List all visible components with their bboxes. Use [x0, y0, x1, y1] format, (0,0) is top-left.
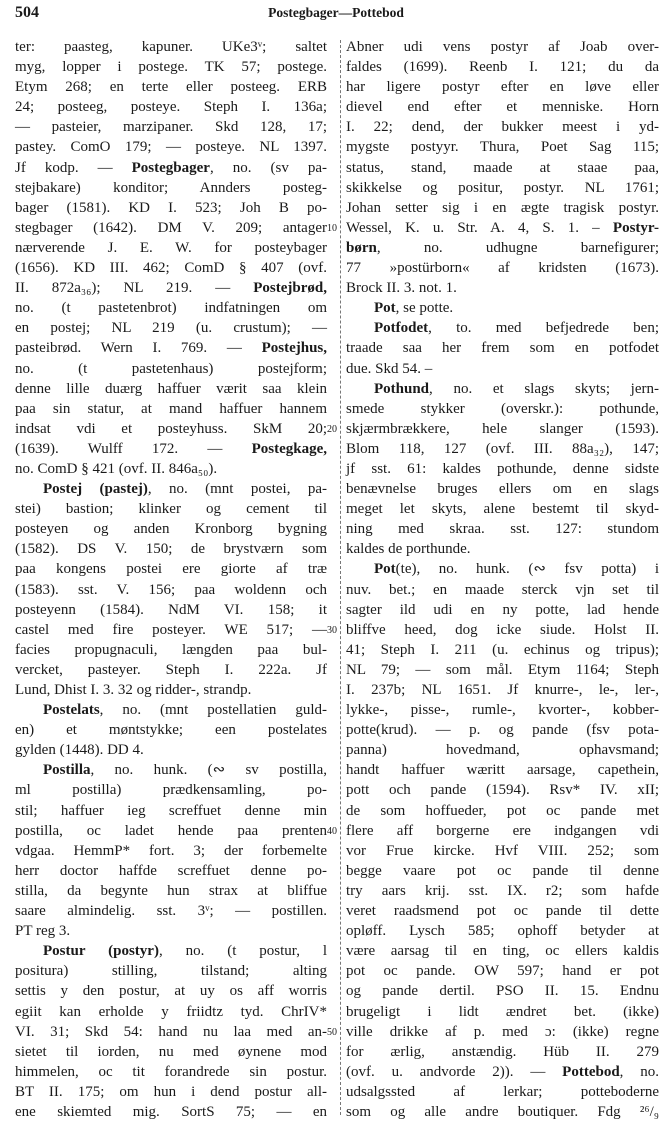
line-text: pasteibrød. Wern I. 769. — [15, 340, 262, 357]
text-line: posteyen og anden Kronborg bygning [15, 521, 327, 538]
text-line [346, 218, 659, 238]
line-text: , no. (sv pa- [209, 159, 327, 176]
line-text: (te), no. hunk. (∾ fsv potta) i [395, 561, 659, 578]
text-line: faldes (1699). Reenb I. 121; du da [346, 59, 659, 76]
headword: Postejhus, [261, 340, 327, 357]
line-number: 30 [327, 624, 337, 636]
line-text: Jf kodp. — [15, 159, 132, 176]
line-text: , to. med befjedrede ben; [428, 320, 659, 337]
line-text: kaldes de porthunde. [346, 541, 471, 558]
text-line: traade saa her frem som en potfodet [346, 340, 659, 357]
text-line: stilla, da begynte hun strax at bliffue [15, 882, 327, 899]
text-line: BT II. 175; om hun i dend postur all- [15, 1083, 327, 1100]
text-line: — pasteier, marzipaner. Skd 128, 17; [15, 119, 327, 136]
text-line: I. 237b; NL 1651. Jf knurre-, le-, ler-, [346, 682, 659, 698]
line-text: Brock II. 3. not. 1. [346, 280, 457, 297]
text-line: stegbager (1642). DM V. 209; antager [15, 219, 327, 236]
text-line: I. 22; dend, der bukker meest i yd- [346, 119, 659, 136]
text-line: Abner udi vens postyr af Joab over- [346, 39, 659, 55]
text-line: VI. 31; Skd 54: hand nu laa med an- [15, 1023, 327, 1040]
line-text: (1639). Wulff 172. — [15, 440, 252, 457]
line-text: , no. udhugne barnefigurer; [376, 239, 659, 256]
headword: Pottebod [562, 1063, 620, 1080]
headword: Pot [374, 561, 396, 578]
text-line: udsalgssted af lerkar; potteboderne [346, 1083, 659, 1100]
text-line: indsat vdi et posteyhuss. SkM 20; [15, 420, 327, 437]
text-line: (1583). sst. V. 156; paa woldenn och [15, 581, 327, 598]
headword: Postegbager [131, 159, 210, 176]
text-line: smede stykker (overskr.): pothunde, [346, 400, 659, 417]
headword: Postegkage, [251, 440, 327, 457]
headword: børn [346, 239, 377, 256]
line-text: , no. et slags skyts; jern- [429, 380, 659, 397]
text-line: no. (t pastetenhaus) postejform; [15, 360, 327, 377]
text-line: sietet til iorden, nu med øynene mod [15, 1043, 327, 1060]
text-line: har ligere postyr efter en løve eller [346, 79, 659, 96]
line-text: (ovf. u. andvorde 2)). — [346, 1063, 563, 1080]
text-line: bager (1581). KD I. 523; Joh B po- [15, 199, 327, 216]
text-line: ene skiemted mig. SortS 75; — en [15, 1103, 327, 1120]
text-line [346, 278, 659, 298]
text-line: potte(krud). — p. og pande (fsv pota- [346, 722, 659, 739]
text-line [346, 318, 659, 338]
line-number: 10 [327, 222, 337, 234]
text-line: mygste postyyr. Thura, Poet Sag 115; [346, 139, 659, 156]
text-line: lykke-, pisse-, rumle-, kvorter-, kobber- [346, 702, 659, 719]
text-line: en postej; NL 219 (u. crustum); — [15, 320, 327, 337]
text-line: benævnelse bruges ellers om en slags [346, 481, 659, 498]
line-number: 40 [327, 825, 337, 837]
text-line: sagter ild udi en ny potte, lad hende [346, 601, 659, 618]
text-line: bliffve heed, dog icke siude. Holst II. [346, 621, 659, 638]
text-line: og pande dertil. PSO II. 15. Endnu [346, 983, 659, 1000]
text-line: som og alle andre boutiquer. Fdg ²⁶/₉ [346, 1103, 659, 1120]
text-line: vdgaa. HemmP* fort. 3; der forbemelte [15, 842, 327, 859]
text-line: flere aff borgerne ere indgangen vdi [346, 822, 659, 839]
text-line: skikkelse og positur, postyr. NL 1761; [346, 179, 659, 196]
line-text: gylden (1448). DD 4. [15, 742, 144, 759]
text-line [15, 338, 327, 358]
text-line [15, 700, 327, 720]
text-line: for ærlig, anstændig. Hüb II. 279 [346, 1043, 659, 1060]
line-text: II. 872a₃₆); NL 219. — [15, 280, 254, 297]
text-line: en) et møntstykke; een postelates [15, 722, 327, 739]
headword: Pothund [374, 380, 430, 397]
text-line: meget let skyts, alene bestemt til skyd- [346, 501, 659, 518]
line-text: due. Skd 54. – [346, 360, 433, 377]
line-text: PT reg 3. [15, 923, 71, 940]
text-line: panna) hovedmand, ophavsmand; [346, 742, 659, 759]
line-text: Lund, Dhist I. 3. 32 og ridder-, strandp. [15, 682, 252, 698]
headword: Pot [374, 300, 396, 317]
text-line [15, 439, 327, 459]
page-number: 504 [15, 4, 39, 21]
text-line [15, 680, 327, 700]
left-column [15, 37, 327, 1122]
text-line: handt haffuer wæritt aarsage, capethein, [346, 762, 659, 779]
text-line: no. (t pastetenbrot) indfatningen om [15, 300, 327, 317]
text-line: brugeligt i lidt ændret bet. (ikke) [346, 1003, 659, 1020]
line-text: , no. (t postur, l [158, 943, 328, 960]
text-line: 41; Steph I. 211 (u. echinus og tripus); [346, 641, 659, 658]
text-line: egiit kan erholde y friidtz tyd. ChrIV* [15, 1003, 327, 1020]
text-line: herr doctor haffde screffuet denne po- [15, 862, 327, 879]
text-line [15, 740, 327, 760]
text-line: pott och pande (1594). Rsv* IV. xII; [346, 782, 659, 799]
line-text: , no. hunk. (∾ sv postilla, [90, 762, 327, 779]
text-line: 24; posteeg, posteye. Steph I. 136a; [15, 99, 327, 116]
text-line: 77 »postürborn« af kridsten (1673). [346, 260, 659, 277]
text-line [15, 760, 327, 780]
text-line: Etym 268; en terte eller posteeg. ERB [15, 79, 327, 96]
text-line: veret raadsmend pot oc pande til dette [346, 903, 659, 920]
text-line: begge vaare pot oc pande til denne [346, 862, 659, 879]
line-number: 50 [327, 1026, 337, 1038]
text-line [346, 298, 659, 318]
text-line: Johan setter sig i en ægte tragisk postyr. [346, 199, 659, 216]
text-line: nuv. bet.; en maade sterck vjn set til [346, 581, 659, 598]
text-line: postilla, oc ladet hende paa prenten [15, 822, 327, 839]
running-title: Postegbager—Pottebod [268, 5, 404, 20]
text-line: Blom 118, 127 (ovf. III. 88a₃₂), 147; [346, 440, 659, 457]
text-line: nærverende J. E. W. for posteybager [15, 239, 327, 256]
headword: Postej (pastej) [43, 481, 148, 498]
text-line: vercket, pasteyer. Steph I. 222a. Jf [15, 661, 327, 678]
text-line [15, 921, 327, 941]
column-divider [340, 40, 341, 1115]
text-line: settis y den postur, at uy os aff worris [15, 983, 327, 1000]
text-line: stil; haffuer ieg screffuet denne min [15, 802, 327, 819]
headword: Postejbrød, [253, 280, 327, 297]
headword: Postelats [43, 702, 100, 719]
text-line [15, 278, 327, 298]
text-line [346, 238, 659, 258]
text-line: skjærmbrækkere, hele slanger (1593). [346, 420, 659, 437]
text-line: de som hoffueder, pot oc pande met [346, 802, 659, 819]
line-text: , se potte. [395, 300, 454, 317]
headword: Postilla [43, 762, 91, 779]
text-line: ville drikke af p. med ɔ: (ikke) regne [346, 1023, 659, 1040]
text-line: jf sst. 61: kaldes pothunde, denne sidste [346, 460, 659, 477]
text-line: saare almindelig. sst. 3ᵛ; — postillen. [15, 903, 327, 920]
text-line [346, 379, 659, 399]
line-text: , no. (mnt postellatien guld- [99, 702, 327, 719]
text-line [346, 359, 659, 379]
text-line [15, 459, 327, 479]
text-line: NL 79; — som mål. Etym 1164; Steph [346, 661, 659, 678]
line-number: 20 [327, 423, 337, 435]
text-line: paa kongens postei ere giorte af træ [15, 561, 327, 578]
text-line [15, 158, 327, 178]
headword: Postur (postyr) [43, 943, 159, 960]
text-line [346, 539, 659, 559]
text-line: status, stand, maade at staae paa, [346, 159, 659, 176]
text-line [15, 941, 327, 961]
text-line: pastey. ComO 179; — posteye. NL 1397. [15, 139, 327, 156]
right-column [346, 37, 659, 1122]
text-line: opløff. Lysch 585; ophoff betyder at [346, 923, 659, 940]
text-line: himmelen, oc tit forandrede sin postur. [15, 1063, 327, 1080]
headword: Postyr- [612, 219, 659, 236]
text-line: dievel end efter et menniske. Horn [346, 99, 659, 116]
text-line: denne lille duærg haffuer værit saa klein [15, 380, 327, 397]
line-text: Wessel, K. u. Str. A. 4, S. 1. – [346, 219, 613, 236]
text-line: være aarsag til en ting, oc ellers kaldis [346, 943, 659, 960]
text-line: ml postilla) prædkensamling, po- [15, 782, 327, 799]
text-line: ter: paasteg, kapuner. UKe3ᵛ; saltet [15, 39, 327, 55]
text-line: posteyenn (1584). NdM VI. 158; it [15, 601, 327, 618]
text-line: positura) stilling, tilstand; alting [15, 963, 327, 980]
text-line: castel med fire posteyer. WE 517; — [15, 621, 327, 638]
text-line [346, 559, 659, 579]
headword: Potfodet [374, 320, 429, 337]
line-text: no. ComD § 421 (ovf. II. 846a₅₀). [15, 460, 218, 477]
text-line: (1582). DS V. 150; de brystværn som [15, 541, 327, 558]
line-text: , no. (mnt postei, pa- [147, 481, 327, 498]
text-line: vor Frue kircke. Hvf VIII. 252; som [346, 842, 659, 859]
text-line [15, 479, 327, 499]
text-line: (1656). KD III. 462; ComD § 407 (ovf. [15, 260, 327, 277]
text-line: paa sin statur, at mand haffuer hannem [15, 400, 327, 417]
text-line: pot oc pande. OW 597; hand er pot [346, 963, 659, 980]
text-line: stei) bastion; klinker og cement til [15, 501, 327, 518]
text-line: myg, lopper i postege. TK 57; postege. [15, 59, 327, 76]
text-line: ning med skraa. sst. 127: stundom [346, 521, 659, 538]
text-line: try aars krij. sst. IX. r2; som hafde [346, 882, 659, 899]
text-line [346, 1062, 659, 1082]
text-line: facies propugnaculi, længden paa bul- [15, 641, 327, 658]
line-text: , no. [619, 1063, 659, 1080]
text-line: stejbakare) konditor; Annders posteg- [15, 179, 327, 196]
